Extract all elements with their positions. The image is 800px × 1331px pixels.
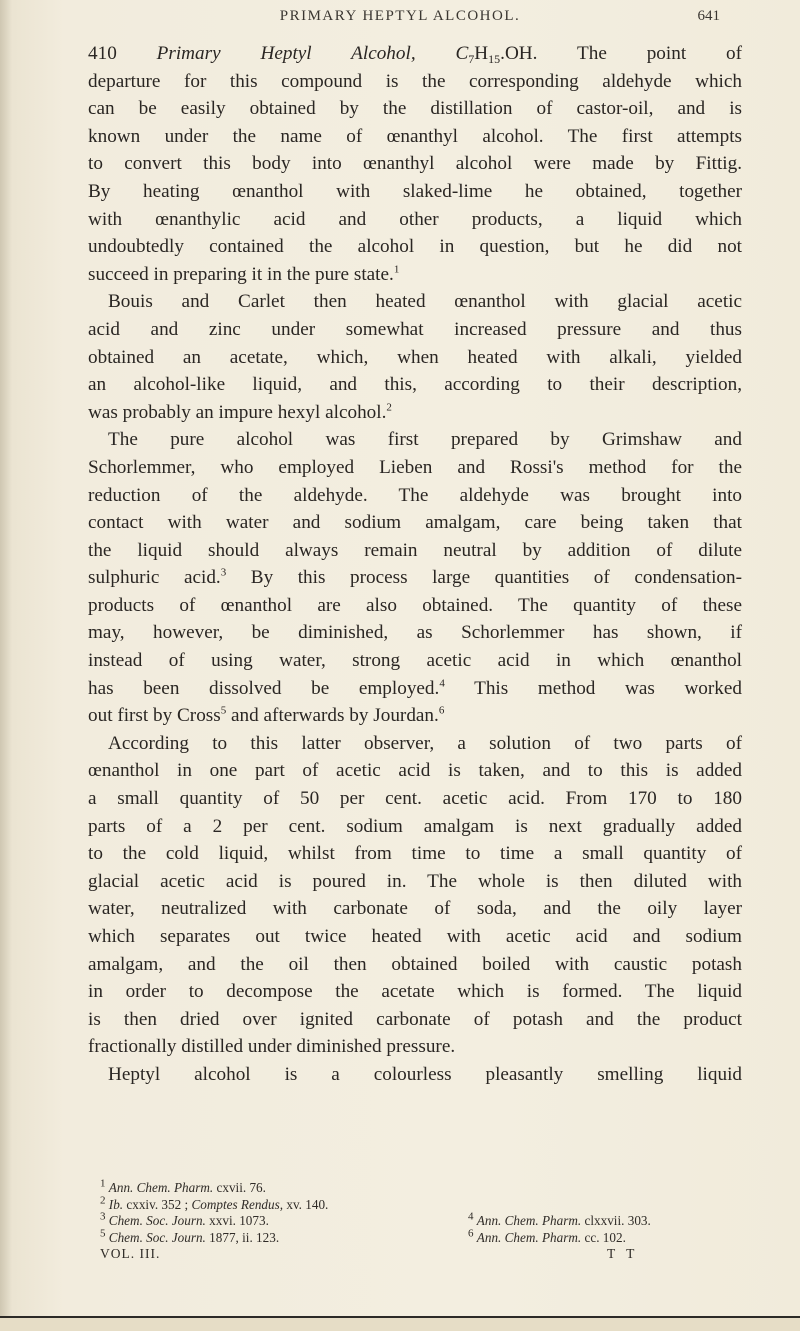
text-line: [88, 399, 742, 427]
body-text: [88, 40, 742, 1089]
text-line: instead of using water, strong acetic acid in which œnanthol: [88, 650, 742, 672]
text-line: œnanthol in one part of acetic acid is taken, and to this is added: [88, 760, 742, 782]
line-text: This method was worked: [444, 677, 742, 699]
paragraph-number: 410: [88, 43, 117, 64]
subscript: 7: [468, 52, 475, 66]
text-line: reduction of the aldehyde. The aldehyde was brought into: [88, 484, 742, 506]
footnote-source: Ib.: [108, 1196, 124, 1212]
text-line: Schorlemmer, who employed Lieben and Rossi's method for the: [88, 456, 742, 478]
text-line: [88, 40, 742, 68]
text-line: obtained an acetate, which, when heated with alkali, yielded: [88, 346, 742, 368]
footnote-3: [100, 1210, 269, 1228]
text-line: departure for this compound is the corresponding aldehyde which: [88, 70, 742, 92]
line-text: out first by Cross: [88, 705, 221, 727]
footnote-mark: 5: [220, 704, 227, 717]
footnote-row-3-4: [100, 1210, 740, 1230]
footnote-2: [100, 1194, 740, 1214]
text-line: products of œnanthol are also obtained. The quantity of these: [88, 594, 742, 616]
text-line: Bouis and Carlet then heated œnanthol with glacial acetic: [108, 291, 742, 313]
signature-mark: T T: [607, 1246, 639, 1261]
footnote-source: Comptes Rendus,: [191, 1196, 284, 1212]
footnote-source: Ann. Chem. Pharm.: [476, 1213, 582, 1228]
footnote-mark: 3: [220, 566, 227, 579]
text-line: [88, 702, 742, 730]
text-line: fractionally distilled under diminished pressure.: [88, 1036, 456, 1058]
line-text: sulphuric acid.: [88, 567, 221, 589]
text-line: to convert this body into œnanthyl alcohol were made by Fittig.: [88, 153, 742, 175]
text-line: to the cold liquid, whilst from time to time a small quantity of: [88, 843, 742, 865]
text-line: [88, 564, 742, 592]
line-text: and afterwards by Jourdan.: [226, 705, 439, 727]
line-text: was probably an impure hexyl alcohol.: [88, 401, 387, 423]
text-line: may, however, be diminished, as Schorlemmer has shown, if: [88, 622, 742, 644]
text-line: a small quantity of 50 per cent. acetic acid. From 170 to 180: [88, 788, 742, 810]
footnote-1: [100, 1177, 740, 1197]
text-line: with œnanthylic acid and other products, a liquid which: [88, 208, 742, 230]
footnote-ref: cc. 102.: [581, 1229, 626, 1245]
formula-part: .OH.: [500, 43, 538, 64]
footnote-source: Ann. Chem. Pharm.: [108, 1180, 214, 1195]
text-line: [88, 261, 742, 289]
footnote-ref: xv. 140.: [283, 1196, 329, 1212]
text-line: can be easily obtained by the distillation of castor-oil, and is: [88, 98, 742, 120]
footnote-mark: 1: [393, 263, 400, 276]
footnote-mark: 2: [386, 401, 392, 414]
text-line: in order to decompose the acetate which is formed. The liquid: [88, 981, 742, 1003]
text-line: an alcohol-like liquid, and this, according to their description,: [88, 374, 742, 396]
text-line: parts of a 2 per cent. sodium amalgam is next gradually added: [88, 815, 742, 837]
footnote-number: 4: [468, 1210, 474, 1223]
text-line: amalgam, and the oil then obtained boiled with caustic potash: [88, 953, 742, 975]
text-line: undoubtedly contained the alcohol in question, but he did not: [88, 236, 742, 258]
volume-label: VOL. III.: [100, 1246, 161, 1261]
text-line: The pure alcohol was first prepared by Grimshaw and: [108, 429, 742, 451]
footnote-mark: 6: [438, 704, 445, 717]
footnote-4: [468, 1210, 651, 1230]
footnote-number: 5: [100, 1227, 106, 1240]
footnotes: [100, 1177, 740, 1263]
footnote-6: [468, 1227, 626, 1247]
page-number: 641: [697, 8, 720, 24]
footnote-number: 2: [100, 1194, 106, 1207]
footnote-ref: xxvi. 1073.: [205, 1213, 269, 1228]
formula-part: H: [474, 43, 489, 64]
footnote-number: 6: [468, 1227, 474, 1240]
text-line: the liquid should always remain neutral by addition of dilute: [88, 539, 742, 561]
line-text: has been dissolved be employed.: [88, 677, 440, 699]
footnote-ref: clxxvii. 303.: [581, 1213, 651, 1228]
signature-line: [100, 1246, 740, 1263]
footnote-source: Ann. Chem. Pharm.: [476, 1229, 582, 1245]
footnote-ref: cxvii. 76.: [213, 1180, 266, 1195]
text-line: is then dried over ignited carbonate of potash and the product: [88, 1008, 742, 1030]
footnote-row-5-6: [100, 1227, 740, 1247]
text-line: water, neutralized with carbonate of soda, and the oily layer: [88, 898, 742, 920]
footnote-source: Chem. Soc. Journ.: [108, 1229, 206, 1245]
footnote-number: 3: [100, 1210, 106, 1223]
line-text: succeed in preparing it in the pure state.: [88, 263, 394, 285]
footnote-ref: cxxiv. 352 ;: [123, 1196, 192, 1212]
footnote-number: 1: [100, 1177, 106, 1190]
text-line: contact with water and sodium amalgam, care being taken that: [88, 512, 742, 534]
text-line: Heptyl alcohol is a colourless pleasantly smelling liquid: [108, 1063, 742, 1085]
footnote-5: [100, 1227, 280, 1245]
text-line: acid and zinc under somewhat increased pressure and thus: [88, 318, 742, 340]
running-head: PRIMARY HEPTYL ALCOHOL.: [279, 8, 521, 24]
text-line: glacial acetic acid is poured in. The whole is then diluted with: [88, 870, 742, 892]
text-line: According to this latter observer, a solution of two parts of: [108, 732, 742, 754]
text-line: which separates out twice heated with acetic acid and sodium: [88, 926, 742, 947]
line-text: By this process large quantities of condensation-: [226, 567, 742, 589]
section-title: Primary Heptyl Alcohol, C: [156, 43, 469, 64]
text-line: known under the name of œnanthyl alcohol. The first attempts: [88, 125, 742, 147]
subscript: 15: [488, 52, 501, 66]
text-line: By heating œnanthol with slaked-lime he obtained, together: [88, 180, 742, 202]
footnote-source: Chem. Soc. Journ.: [108, 1213, 206, 1228]
page-gutter-shadow: [0, 0, 12, 1329]
line-text: The point of: [577, 43, 742, 64]
text-line: [88, 675, 742, 703]
footnote-mark: 4: [439, 677, 445, 690]
footnote-ref: 1877, ii. 123.: [205, 1229, 280, 1245]
